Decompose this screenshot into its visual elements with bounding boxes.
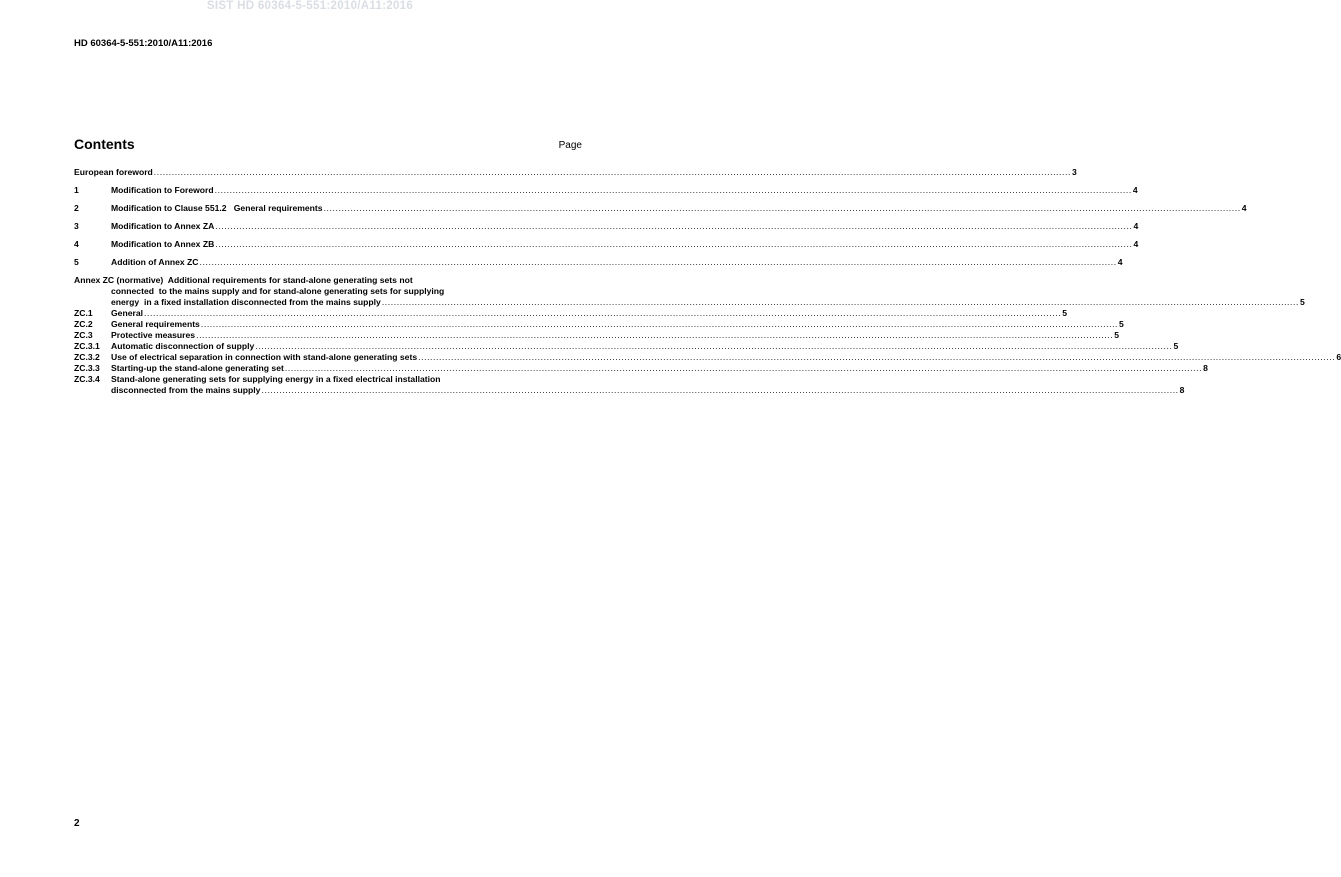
toc-entry-number: ZC.2 — [74, 319, 93, 329]
toc-entry-page: 5 — [1300, 297, 1305, 307]
toc-entry-zc3-3[interactable] — [74, 363, 1208, 374]
toc-entry-zc3-4[interactable] — [74, 374, 1185, 396]
toc-entry-title: Use of electrical separation in connection with stand-alone generating sets — [111, 352, 418, 362]
toc-entry-page: 5 — [1173, 341, 1179, 351]
toc-entry-page: 4 — [1117, 257, 1123, 267]
toc-entry-3[interactable] — [74, 221, 1139, 232]
toc-entry-page: 8 — [1179, 385, 1185, 395]
toc-entry-zc2[interactable] — [74, 319, 1124, 330]
document-identifier: HD 60364-5-551:2010/A11:2016 — [74, 38, 213, 49]
toc-entry-5[interactable] — [74, 257, 1123, 268]
dot-leader — [215, 185, 1132, 196]
toc-entry-title: Starting-up the stand-alone generating set — [111, 363, 284, 373]
toc-entry-number: 4 — [74, 239, 79, 249]
toc-entry-title: Addition of Annex ZC — [111, 257, 199, 267]
dot-leader — [382, 297, 1299, 308]
toc-entry-title: Modification to Clause 551.2 General requirements — [111, 203, 323, 213]
toc-entry-title: European foreword — [74, 167, 153, 177]
toc-entry-title: Protective measures — [111, 330, 196, 340]
toc-entry-title-line: Stand-alone generating sets for supplying energy in a fixed electrical installation — [111, 374, 441, 384]
toc-entry-number: ZC.3.4 — [74, 374, 100, 384]
toc-entry-title: General requirements — [111, 319, 200, 329]
toc-entry-number: 5 — [74, 257, 79, 267]
toc-entry-2[interactable] — [74, 203, 1247, 214]
dot-leader — [215, 239, 1132, 250]
dot-leader — [201, 319, 1118, 330]
dot-leader — [200, 257, 1117, 268]
toc-entry-page: 3 — [1072, 167, 1077, 177]
toc-entry-zc1[interactable] — [74, 308, 1067, 319]
dot-leader — [261, 385, 1178, 396]
page-number: 2 — [74, 818, 80, 829]
dot-leader — [154, 167, 1071, 178]
toc-entry-page: 6 — [1336, 352, 1341, 362]
dot-leader — [255, 341, 1172, 352]
toc-entry-1[interactable] — [74, 185, 1138, 196]
toc-entry-title: Modification to Annex ZA — [111, 221, 215, 231]
toc-entry-number: ZC.3.2 — [74, 352, 100, 362]
dot-leader — [144, 308, 1061, 319]
toc-entry-title-line: Annex ZC (normative) Additional requirements for stand-alone generating sets not — [74, 275, 413, 285]
toc-entry-4[interactable] — [74, 239, 1139, 250]
contents-heading: Contents — [74, 136, 135, 152]
toc-entry-page: 4 — [1133, 239, 1139, 249]
toc-entry-number: ZC.3.1 — [74, 341, 100, 351]
toc-entry-page: 5 — [1062, 308, 1067, 318]
toc-entry-zc3-1[interactable] — [74, 341, 1179, 352]
toc-entry-page: 4 — [1241, 203, 1247, 213]
toc-entry-page: 5 — [1119, 319, 1124, 329]
dot-leader — [196, 330, 1113, 341]
dot-leader — [215, 221, 1132, 232]
toc-entry-number: 3 — [74, 221, 79, 231]
toc-entry-page: 4 — [1132, 185, 1138, 195]
toc-entry-title: General — [111, 308, 144, 318]
toc-entry-number: 1 — [74, 185, 79, 195]
dot-leader — [418, 352, 1335, 363]
toc-entry-number: 2 — [74, 203, 79, 213]
toc-entry-title: Modification to Annex ZB — [111, 239, 215, 249]
toc-entry-number: ZC.3.3 — [74, 363, 100, 373]
toc-entry-title-line: energy in a fixed installation disconnected from the mains supply — [111, 297, 381, 307]
toc-entry-title: Modification to Foreword — [111, 185, 214, 195]
toc-entry-number: ZC.3 — [74, 330, 93, 340]
toc-entry-european-foreword[interactable] — [74, 167, 1077, 178]
toc-entry-page: 4 — [1133, 221, 1139, 231]
toc-entry-title-line: connected to the mains supply and for stand-alone generating sets for supplying — [111, 286, 445, 296]
toc-entry-annex-zc[interactable] — [74, 275, 1305, 308]
toc-entry-zc3[interactable] — [74, 330, 1120, 341]
toc-entry-title-line: disconnected from the mains supply — [111, 385, 261, 395]
dot-leader — [324, 203, 1241, 214]
toc-entry-page: 8 — [1203, 363, 1208, 373]
page-column-label: Page — [558, 140, 582, 151]
watermark: SIST HD 60364-5-551:2010/A11:2016 — [206, 0, 414, 12]
toc-entry-zc3-2[interactable] — [74, 352, 1341, 363]
toc-entry-title: Automatic disconnection of supply — [111, 341, 255, 351]
dot-leader — [285, 363, 1202, 374]
toc-entry-page: 5 — [1114, 330, 1120, 340]
table-of-contents — [74, 167, 1341, 396]
toc-entry-number: ZC.1 — [74, 308, 93, 318]
